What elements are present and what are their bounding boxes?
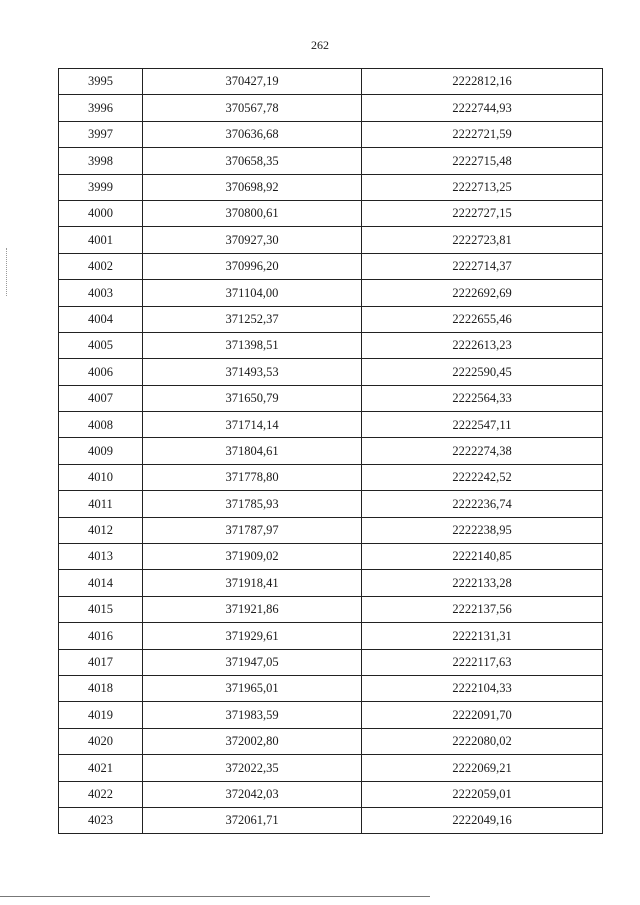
point-number-cell: 4004 — [59, 306, 143, 332]
point-number-cell: 4011 — [59, 491, 143, 517]
point-number-cell: 4020 — [59, 728, 143, 754]
point-number-cell: 4018 — [59, 675, 143, 701]
point-number-cell: 4014 — [59, 570, 143, 596]
y-coordinate-cell: 2222117,63 — [362, 649, 603, 675]
point-number-cell: 4019 — [59, 702, 143, 728]
x-coordinate-cell: 371947,05 — [143, 649, 362, 675]
y-coordinate-cell: 2222721,59 — [362, 121, 603, 147]
x-coordinate-cell: 371714,14 — [143, 412, 362, 438]
table-row — [59, 412, 603, 438]
y-coordinate-cell: 2222104,33 — [362, 675, 603, 701]
point-number-cell: 4015 — [59, 596, 143, 622]
table-row — [59, 755, 603, 781]
table-row — [59, 702, 603, 728]
x-coordinate-cell: 372002,80 — [143, 728, 362, 754]
point-number-cell: 4009 — [59, 438, 143, 464]
table-row — [59, 596, 603, 622]
y-coordinate-cell: 2222049,16 — [362, 807, 603, 833]
table-row — [59, 728, 603, 754]
x-coordinate-cell: 371909,02 — [143, 544, 362, 570]
y-coordinate-cell: 2222744,93 — [362, 95, 603, 121]
y-coordinate-cell: 2222715,48 — [362, 148, 603, 174]
y-coordinate-cell: 2222069,21 — [362, 755, 603, 781]
x-coordinate-cell: 371983,59 — [143, 702, 362, 728]
point-number-cell: 3998 — [59, 148, 143, 174]
table-row — [59, 491, 603, 517]
table-row — [59, 438, 603, 464]
x-coordinate-cell: 370567,78 — [143, 95, 362, 121]
margin-mark — [6, 248, 9, 296]
x-coordinate-cell: 371965,01 — [143, 675, 362, 701]
y-coordinate-cell: 2222140,85 — [362, 544, 603, 570]
table-row — [59, 570, 603, 596]
x-coordinate-cell: 371804,61 — [143, 438, 362, 464]
table-row — [59, 464, 603, 490]
table-row — [59, 227, 603, 253]
y-coordinate-cell: 2222131,31 — [362, 623, 603, 649]
point-number-cell: 4022 — [59, 781, 143, 807]
point-number-cell: 4010 — [59, 464, 143, 490]
point-number-cell: 3997 — [59, 121, 143, 147]
x-coordinate-cell: 371104,00 — [143, 280, 362, 306]
table-row — [59, 675, 603, 701]
y-coordinate-cell: 2222723,81 — [362, 227, 603, 253]
point-number-cell: 3995 — [59, 69, 143, 95]
y-coordinate-cell: 2222137,56 — [362, 596, 603, 622]
x-coordinate-cell: 372042,03 — [143, 781, 362, 807]
y-coordinate-cell: 2222655,46 — [362, 306, 603, 332]
x-coordinate-cell: 370927,30 — [143, 227, 362, 253]
point-number-cell: 4007 — [59, 385, 143, 411]
x-coordinate-cell: 370658,35 — [143, 148, 362, 174]
x-coordinate-cell: 371929,61 — [143, 623, 362, 649]
point-number-cell: 4008 — [59, 412, 143, 438]
table-row — [59, 623, 603, 649]
table-row — [59, 69, 603, 95]
point-number-cell: 4006 — [59, 359, 143, 385]
y-coordinate-cell: 2222133,28 — [362, 570, 603, 596]
table-row — [59, 359, 603, 385]
table-body — [59, 69, 603, 834]
table-row — [59, 306, 603, 332]
x-coordinate-cell: 370636,68 — [143, 121, 362, 147]
point-number-cell: 3999 — [59, 174, 143, 200]
point-number-cell: 4000 — [59, 200, 143, 226]
table-row — [59, 95, 603, 121]
table-row — [59, 781, 603, 807]
x-coordinate-cell: 371650,79 — [143, 385, 362, 411]
table-row — [59, 544, 603, 570]
table-row — [59, 280, 603, 306]
table-row — [59, 807, 603, 833]
x-coordinate-cell: 371785,93 — [143, 491, 362, 517]
point-number-cell: 4016 — [59, 623, 143, 649]
table-row — [59, 148, 603, 174]
footer-divider — [0, 896, 430, 897]
table-row — [59, 332, 603, 358]
x-coordinate-cell: 371787,97 — [143, 517, 362, 543]
x-coordinate-cell: 371493,53 — [143, 359, 362, 385]
x-coordinate-cell: 371918,41 — [143, 570, 362, 596]
coordinates-table — [58, 68, 603, 834]
point-number-cell: 3996 — [59, 95, 143, 121]
x-coordinate-cell: 371398,51 — [143, 332, 362, 358]
point-number-cell: 4003 — [59, 280, 143, 306]
table-row — [59, 517, 603, 543]
x-coordinate-cell: 370427,19 — [143, 69, 362, 95]
x-coordinate-cell: 371778,80 — [143, 464, 362, 490]
x-coordinate-cell: 370800,61 — [143, 200, 362, 226]
point-number-cell: 4012 — [59, 517, 143, 543]
y-coordinate-cell: 2222613,23 — [362, 332, 603, 358]
x-coordinate-cell: 372061,71 — [143, 807, 362, 833]
point-number-cell: 4013 — [59, 544, 143, 570]
table-row — [59, 200, 603, 226]
y-coordinate-cell: 2222713,25 — [362, 174, 603, 200]
point-number-cell: 4021 — [59, 755, 143, 781]
x-coordinate-cell: 371252,37 — [143, 306, 362, 332]
y-coordinate-cell: 2222274,38 — [362, 438, 603, 464]
point-number-cell: 4001 — [59, 227, 143, 253]
y-coordinate-cell: 2222091,70 — [362, 702, 603, 728]
point-number-cell: 4002 — [59, 253, 143, 279]
y-coordinate-cell: 2222236,74 — [362, 491, 603, 517]
point-number-cell: 4017 — [59, 649, 143, 675]
y-coordinate-cell: 2222692,69 — [362, 280, 603, 306]
table-row — [59, 121, 603, 147]
x-coordinate-cell: 370698,92 — [143, 174, 362, 200]
y-coordinate-cell: 2222714,37 — [362, 253, 603, 279]
x-coordinate-cell: 371921,86 — [143, 596, 362, 622]
y-coordinate-cell: 2222238,95 — [362, 517, 603, 543]
y-coordinate-cell: 2222590,45 — [362, 359, 603, 385]
y-coordinate-cell: 2222242,52 — [362, 464, 603, 490]
table-row — [59, 253, 603, 279]
point-number-cell: 4023 — [59, 807, 143, 833]
y-coordinate-cell: 2222812,16 — [362, 69, 603, 95]
x-coordinate-cell: 370996,20 — [143, 253, 362, 279]
table-row — [59, 649, 603, 675]
y-coordinate-cell: 2222080,02 — [362, 728, 603, 754]
y-coordinate-cell: 2222547,11 — [362, 412, 603, 438]
point-number-cell: 4005 — [59, 332, 143, 358]
page-number: 262 — [311, 38, 329, 52]
table-row — [59, 385, 603, 411]
table-row — [59, 174, 603, 200]
y-coordinate-cell: 2222564,33 — [362, 385, 603, 411]
y-coordinate-cell: 2222059,01 — [362, 781, 603, 807]
x-coordinate-cell: 372022,35 — [143, 755, 362, 781]
y-coordinate-cell: 2222727,15 — [362, 200, 603, 226]
